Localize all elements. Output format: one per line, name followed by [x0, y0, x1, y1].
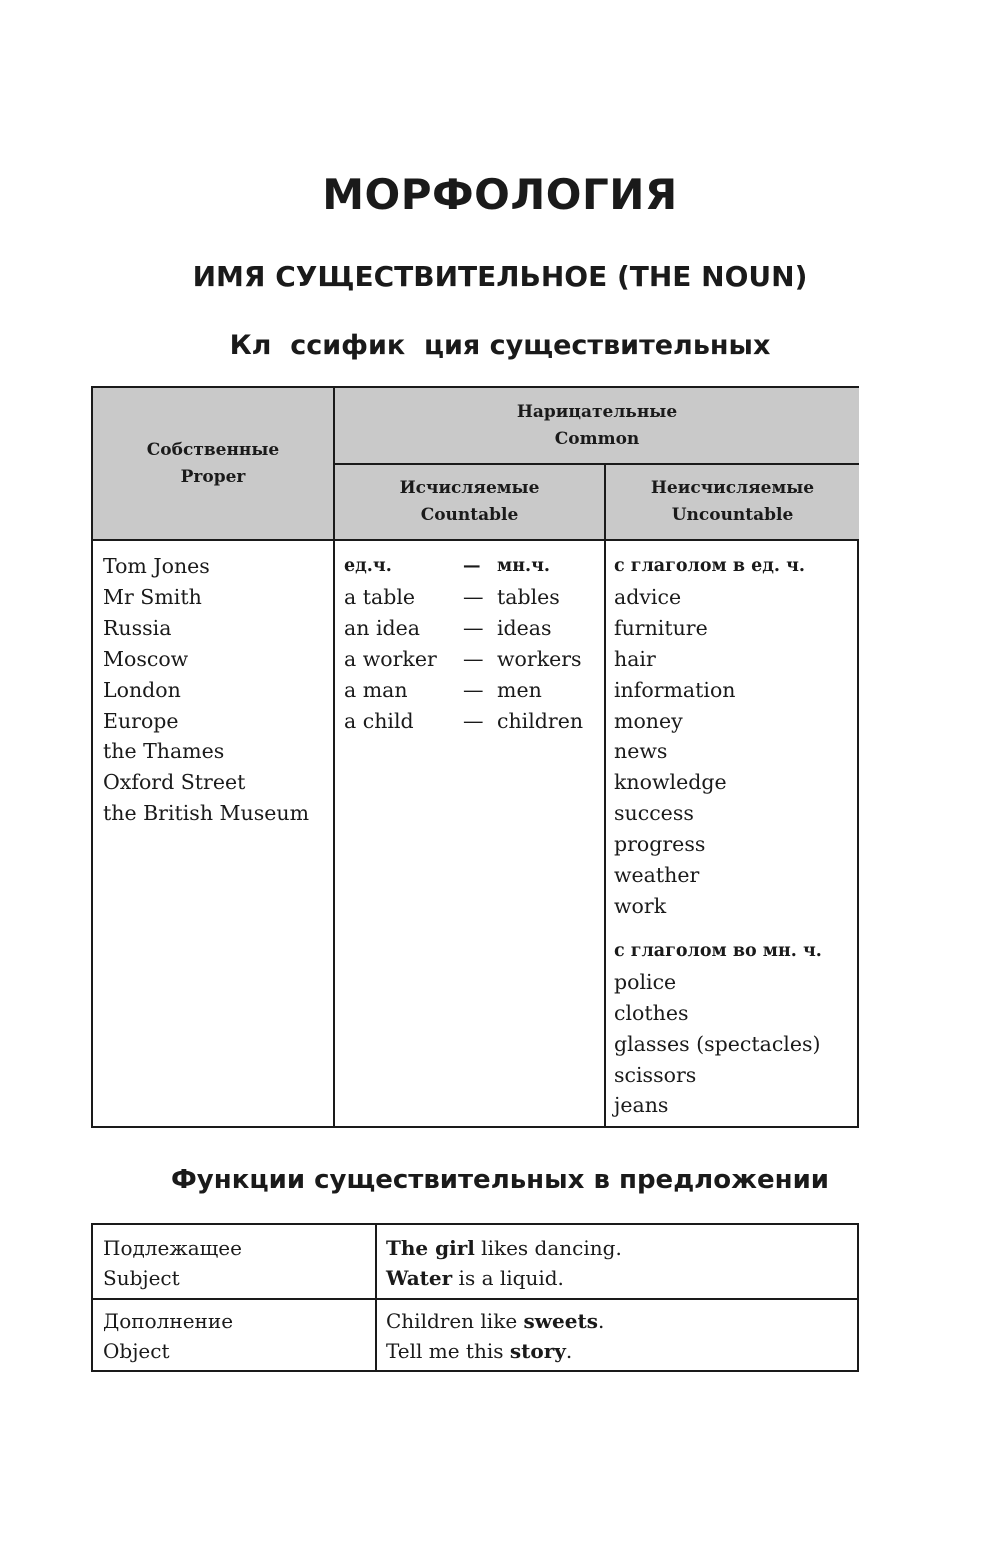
chapter-title: МОРФОЛОГИЯ: [322, 170, 678, 219]
function-examples-subject: [386, 1233, 622, 1293]
list-item: the Thames: [103, 739, 225, 764]
proper-header-en: Proper: [180, 466, 246, 487]
singular-form: a man: [344, 677, 408, 702]
section-title: ИМЯ СУЩЕСТВИТЕЛЬНОЕ (THE NOUN): [192, 260, 808, 293]
sentence-rest: likes dancing.: [474, 1236, 622, 1260]
function-examples-object: [386, 1306, 604, 1366]
plural-form: children: [497, 708, 584, 733]
list-item: Europe: [103, 708, 179, 733]
highlighted-noun: Water: [386, 1266, 453, 1290]
plural-form: workers: [497, 646, 582, 671]
dash: —: [463, 646, 484, 671]
list-item: weather: [614, 863, 700, 888]
list-item: knowledge: [614, 770, 727, 795]
common-header: [335, 388, 859, 463]
uncountable-header: [606, 465, 859, 539]
classification-table: [91, 386, 859, 1128]
list-item: success: [614, 801, 694, 826]
highlighted-noun: story: [509, 1339, 566, 1363]
list-item: information: [614, 677, 736, 702]
function-name-en: Object: [103, 1339, 170, 1363]
function-name-en: Subject: [103, 1266, 180, 1290]
classification-title: Кл ссифик ция существительных: [229, 330, 771, 361]
sentence-rest: is a liquid.: [452, 1266, 564, 1290]
dash: —: [463, 615, 484, 640]
function-name-ru: Подлежащее: [103, 1236, 242, 1260]
list-item: [344, 613, 583, 644]
function-name-ru: Дополнение: [103, 1309, 234, 1333]
list-item: Russia: [103, 615, 172, 640]
function-name-subject: [103, 1233, 242, 1293]
plural-form: tables: [497, 584, 560, 609]
list-item: jeans: [614, 1093, 669, 1118]
functions-title: Функции существительных в предложении: [171, 1165, 829, 1195]
list-item: London: [103, 677, 181, 702]
example-sentence: [386, 1233, 622, 1263]
uncountable-plural-label: с глаголом во мн. ч.: [614, 940, 822, 961]
example-sentence: [386, 1306, 604, 1336]
functions-table: [91, 1223, 859, 1372]
list-item: Oxford Street: [103, 770, 246, 795]
plural-form: men: [497, 677, 542, 702]
proper-list: [103, 551, 309, 829]
dash: —: [463, 584, 484, 609]
sentence-end: .: [597, 1309, 605, 1333]
list-item: [344, 675, 583, 706]
sentence-start: Children like: [386, 1309, 524, 1333]
list-item: money: [614, 708, 683, 733]
list-item: news: [614, 739, 668, 764]
countable-header: [335, 465, 604, 539]
highlighted-noun: sweets: [523, 1309, 598, 1333]
common-header-en: Common: [554, 428, 640, 449]
singular-form: a worker: [344, 646, 437, 671]
countable-head-row: [344, 551, 583, 582]
proper-header: [93, 388, 333, 539]
uncountable-header-en: Uncountable: [671, 505, 794, 525]
list-item: police: [614, 969, 677, 994]
dash: —: [463, 556, 481, 576]
list-item: progress: [614, 832, 706, 857]
sentence-start: Tell me this: [386, 1339, 510, 1363]
countable-list: [344, 551, 583, 736]
list-item: furniture: [614, 615, 708, 640]
list-item: clothes: [614, 1000, 689, 1025]
singular-form: a table: [344, 584, 416, 609]
sentence-end: .: [565, 1339, 573, 1363]
example-sentence: [386, 1263, 622, 1293]
list-item: [344, 582, 583, 613]
list-item: advice: [614, 584, 682, 609]
singular-form: an idea: [344, 615, 420, 640]
list-item: [344, 644, 583, 675]
singular-label: ед.ч.: [344, 556, 392, 576]
proper-header-ru: Собственные: [146, 439, 280, 460]
uncountable-singular-label: с глаголом в ед. ч.: [614, 556, 805, 576]
plural-form: ideas: [497, 615, 552, 640]
dash: —: [463, 708, 484, 733]
list-item: the British Museum: [103, 801, 310, 826]
list-item: work: [614, 893, 667, 918]
list-item: [344, 706, 583, 737]
countable-header-en: Countable: [420, 505, 519, 525]
plural-label: мн.ч.: [497, 556, 551, 576]
list-item: hair: [614, 646, 656, 671]
countable-header-ru: Исчисляемые: [399, 478, 540, 498]
dash: —: [463, 677, 484, 702]
list-item: glasses (spectacles): [614, 1031, 821, 1056]
function-name-object: [103, 1306, 233, 1366]
list-item: scissors: [614, 1062, 697, 1087]
list-item: Tom Jones: [103, 554, 210, 578]
uncountable-list: [614, 551, 822, 1121]
list-item: Mr Smith: [103, 584, 202, 609]
highlighted-noun: The girl: [386, 1236, 475, 1260]
common-header-ru: Нарицательные: [516, 401, 678, 422]
list-item: Moscow: [103, 646, 189, 671]
uncountable-header-ru: Неисчисляемые: [650, 478, 815, 498]
example-sentence: [386, 1336, 604, 1366]
singular-form: a child: [344, 708, 414, 733]
